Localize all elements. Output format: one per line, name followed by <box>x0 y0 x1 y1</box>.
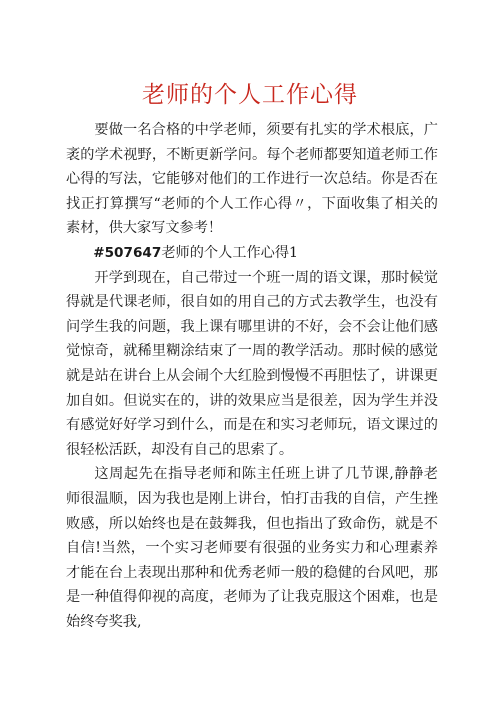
section-heading-text: 老师的个人工作心得1 <box>161 244 299 261</box>
body-paragraph-1: 开学到现在，自己带过一个班一周的语文课，那时候觉得就是代课老师，很自如的用自己的方式去教学生，也没有问学生我的问题，我上课有哪里讲的不好，会不会让他们感觉惊奇，就稀里糊涂结束了一周的教学活动。那时候的感觉就是站在讲台上从会闹个大红脸到慢慢不再胆怯了，讲课更加自如。但说实在的，讲的效果应当是很差，因为学生并没有感觉好好学习到什么，而是在和实习老师玩，语文课过的很轻松活跃，却没有自己的思索了。 <box>66 269 438 458</box>
section-heading <box>66 241 438 266</box>
document-title: 老师的个人工作心得 <box>142 82 358 108</box>
body-paragraph-2: 这周起先在指导老师和陈主任班上讲了几节课,静静老师很温顺，因为我也是刚上讲台，怕打击我的自信，产生挫败感，所以始终也是在鼓舞我，但也指出了致命伤，就是不自信!当然，一个实习老师要有很强的业务实力和心理素养才能在台上表现出那种和优秀老师一般的稳健的台风吧，那是一种值得仰视的高度，老师为了让我克服这个困难，也是始终夸奖我, <box>66 466 438 630</box>
section-heading-id: #507647 <box>93 244 162 261</box>
document-body <box>66 118 438 634</box>
intro-paragraph: 要做一名合格的中学老师，须要有扎实的学术根底，广袤的学术视野，不断更新学问。每个老师都要知道老师工作心得的写法，它能够对他们的工作进行一次总结。你是否在找正打算撰写“老师的个人工作心得〃，下面收集了相关的素材，供大家写文参考！ <box>66 122 438 237</box>
